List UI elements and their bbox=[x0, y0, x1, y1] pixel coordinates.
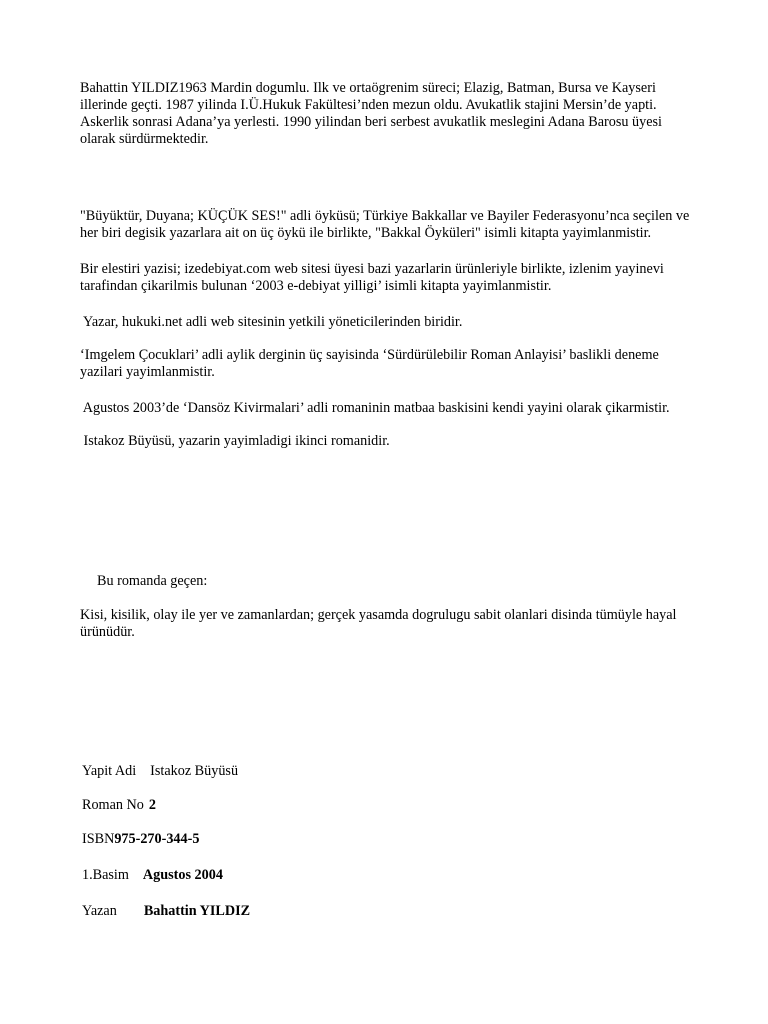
isbn-label: ISBN bbox=[82, 831, 115, 847]
isbn-value: 975-270-344-5 bbox=[114, 831, 200, 847]
meta-isbn-row bbox=[82, 831, 199, 848]
edition-value: Agustos 2004 bbox=[142, 867, 223, 883]
fiction-notice-paragraph: Kisi, kisilik, olay ile yer ve zamanlardan; gerçek yasamda dogrulugu sabit olanlari disinda tümüyle hayal ürünüdür. bbox=[80, 607, 677, 640]
author-value: Bahattin YILDIZ bbox=[143, 903, 251, 919]
critique-publication-paragraph: Bir elestiri yazisi; izedebiyat.com web sitesi üyesi bazi yazarlarin ürünleriyle birlikte, izlenim yayinevi tarafindan çikarilmis bulunan ‘2003 e-debiyat yilligi’ isimli kitapta yayimlanmistir. bbox=[80, 261, 664, 294]
notice-heading: Bu romanda geçen: bbox=[97, 573, 208, 589]
first-novel-paragraph: Agustos 2003’de ‘Dansöz Kivirmalari’ adli romaninin matbaa baskisini kendi yayini olarak çikarmistir. bbox=[80, 400, 670, 416]
work-title-label: Yapit Adi bbox=[82, 763, 137, 779]
story-publication-paragraph: "Büyüktür, Duyana; KÜÇÜK SES!" adli öyküsü; Türkiye Bakkallar ve Bayiler Federasyonu’nca seçilen ve her biri degisik yazarlara ait on üç öykü ile birlikte, "Bakkal Öyküleri" isimli kitapta yayimlanmistir. bbox=[80, 208, 690, 241]
edition-label: 1.Basim bbox=[82, 867, 129, 883]
meta-work-title-row bbox=[82, 763, 238, 780]
meta-novel-no-row bbox=[82, 797, 156, 814]
meta-edition-row bbox=[82, 867, 223, 884]
website-admin-paragraph: Yazar, hukuki.net adli web sitesinin yetkili yöneticilerinden biridir. bbox=[80, 314, 463, 330]
meta-author-row bbox=[82, 903, 250, 920]
novel-no-label: Roman No bbox=[82, 797, 144, 813]
author-bio-paragraph: Bahattin YILDIZ1963 Mardin dogumlu. Ilk ve ortaögrenim süreci; Elazig, Batman, Bursa ve Kayseri illerinde geçti. 1987 yilinda I.Ü.Hukuk Fakültesi’nden mezun oldu. Avukatlik stajini Mersin’de yapti. Askerlik sonrasi Adana’ya yerlesti. 1990 yilindan beri serbest avukatlik meslegini Adana Barosu üyesi olarak sürdürmektedir. bbox=[80, 80, 662, 147]
author-label: Yazan bbox=[82, 903, 117, 919]
novel-no-value: 2 bbox=[148, 797, 156, 813]
second-novel-paragraph: Istakoz Büyüsü, yazarin yayimladigi ikinci romanidir. bbox=[80, 433, 390, 449]
work-title-value: Istakoz Büyüsü bbox=[150, 763, 239, 779]
essays-paragraph: ‘Imgelem Çocuklari’ adli aylik derginin üç sayisinda ‘Sürdürülebilir Roman Anlayisi’ baslikli deneme yazilari yayimlanmistir. bbox=[80, 347, 659, 380]
